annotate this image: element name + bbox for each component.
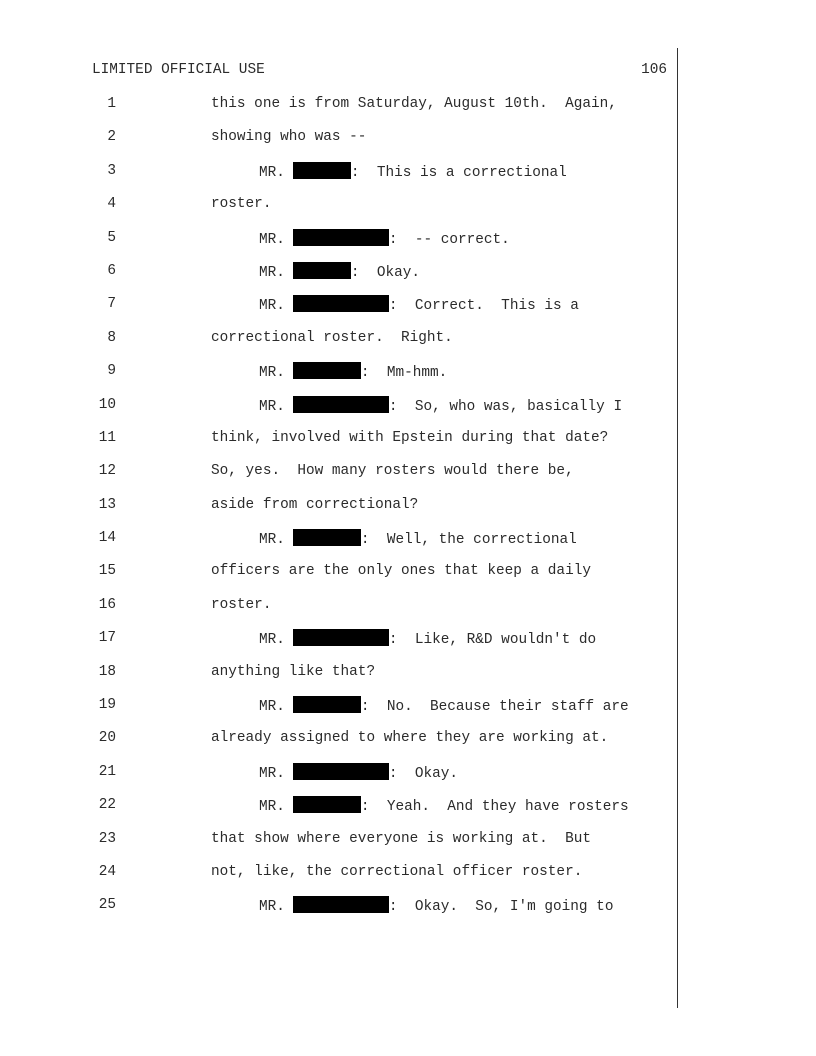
transcript-line (0, 729, 677, 762)
line-number: 25 (98, 897, 116, 914)
transcript-line (0, 896, 677, 929)
line-text (211, 95, 617, 113)
line-text (211, 830, 591, 848)
redaction-box (293, 696, 361, 713)
speaker-title: MR. (259, 632, 285, 649)
spoken-text: : Well, the correctional (360, 532, 577, 549)
line-number: 11 (98, 429, 116, 446)
transcript-line (0, 496, 677, 529)
speaker-line-text (259, 896, 613, 916)
spoken-text: : So, who was, basically I (388, 398, 623, 415)
transcript-line (0, 396, 677, 429)
spoken-text: already assigned to where they are working at. (211, 730, 609, 747)
speaker-title: MR. (259, 298, 285, 315)
speaker-title: MR. (259, 365, 285, 382)
speaker-line-text (259, 396, 622, 416)
line-text (211, 329, 453, 347)
line-number: 17 (98, 630, 116, 647)
line-number: 16 (98, 596, 116, 613)
redaction-box (293, 763, 389, 780)
transcript-line (0, 162, 677, 195)
transcript-line (0, 529, 677, 562)
line-number: 13 (98, 496, 116, 513)
transcript-line (0, 329, 677, 362)
line-number: 1 (107, 96, 116, 112)
spoken-text: : Like, R&D wouldn't do (388, 632, 597, 649)
speaker-title: MR. (259, 164, 285, 181)
line-number: 21 (98, 763, 116, 780)
page-number: 106 (641, 62, 667, 78)
line-number: 23 (98, 830, 116, 847)
redaction-box (293, 295, 389, 312)
transcript-line (0, 596, 677, 629)
transcript-line (0, 863, 677, 896)
line-number: 18 (98, 663, 116, 680)
spoken-text: : -- correct. (388, 231, 510, 248)
redaction-box (293, 629, 389, 646)
redaction-box (293, 262, 351, 279)
line-text (211, 863, 582, 881)
line-number: 3 (107, 162, 116, 179)
redaction-box (293, 396, 389, 413)
line-number: 2 (107, 129, 116, 146)
spoken-text: not, like, the correctional officer roster. (211, 863, 583, 880)
spoken-text: showing who was -- (211, 129, 367, 146)
spoken-text: this one is from Saturday, August 10th. Again, (211, 96, 617, 112)
redaction-box (293, 229, 389, 246)
line-text (211, 496, 418, 514)
spoken-text: : Correct. This is a (388, 298, 579, 315)
speaker-title: MR. (259, 765, 285, 782)
transcript-line (0, 796, 677, 829)
line-text (211, 462, 574, 480)
spoken-text: : Yeah. And they have rosters (360, 799, 629, 816)
transcript-line (0, 462, 677, 495)
transcript-line (0, 562, 677, 595)
spoken-text: : Okay. (350, 264, 421, 281)
speaker-title: MR. (259, 899, 285, 916)
speaker-line-text (259, 362, 447, 382)
transcript-line (0, 262, 677, 295)
transcript-line (0, 229, 677, 262)
speaker-line-text (259, 763, 458, 783)
speaker-title: MR. (259, 231, 285, 248)
speaker-title: MR. (259, 398, 285, 415)
spoken-text: aside from correctional? (211, 496, 419, 513)
spoken-text: correctional roster. Right. (211, 329, 453, 346)
spoken-text: : This is a correctional (350, 164, 567, 181)
spoken-text: officers are the only ones that keep a daily (211, 563, 591, 580)
line-number: 20 (98, 730, 116, 747)
right-margin-rule (677, 48, 678, 1008)
transcript-line (0, 429, 677, 462)
line-number: 6 (107, 262, 116, 279)
line-text (211, 429, 608, 447)
spoken-text: think, involved with Epstein during that date? (211, 429, 609, 446)
redaction-box (293, 796, 361, 813)
transcript-line (0, 629, 677, 662)
redaction-box (293, 162, 351, 179)
spoken-text: : No. Because their staff are (360, 699, 629, 716)
speaker-title: MR. (259, 799, 285, 816)
spoken-text: anything like that? (211, 663, 376, 680)
speaker-line-text (259, 529, 577, 549)
line-text (211, 596, 271, 614)
speaker-title: MR. (259, 699, 285, 716)
transcript-line (0, 362, 677, 395)
spoken-text: : Okay. (388, 765, 459, 782)
transcript-line (0, 295, 677, 328)
line-number: 5 (107, 229, 116, 246)
spoken-text: So, yes. How many rosters would there be, (211, 463, 574, 480)
speaker-line-text (259, 796, 629, 816)
speaker-line-text (259, 295, 579, 315)
transcript-lines (0, 95, 677, 930)
spoken-text: roster. (211, 596, 272, 613)
line-text (211, 128, 366, 146)
transcript-line (0, 696, 677, 729)
spoken-text: that show where everyone is working at. But (211, 830, 591, 847)
speaker-line-text (259, 262, 420, 282)
line-number: 12 (98, 463, 116, 480)
transcript-line (0, 830, 677, 863)
spoken-text: roster. (211, 196, 272, 213)
line-text (211, 562, 591, 580)
speaker-line-text (259, 162, 567, 182)
spoken-text: : Okay. So, I'm going to (388, 899, 614, 916)
speaker-title: MR. (259, 264, 285, 281)
line-text (211, 195, 271, 213)
classification-header: LIMITED OFFICIAL USE (92, 62, 265, 78)
line-number: 7 (107, 296, 116, 313)
transcript-line (0, 663, 677, 696)
redaction-box (293, 362, 361, 379)
redaction-box (293, 529, 361, 546)
line-text (211, 663, 375, 681)
line-number: 24 (98, 863, 116, 880)
line-number: 14 (98, 530, 116, 547)
speaker-line-text (259, 229, 510, 249)
speaker-line-text (259, 696, 629, 716)
transcript-line (0, 763, 677, 796)
transcript-line (0, 128, 677, 161)
spoken-text: : Mm-hmm. (360, 365, 448, 382)
line-number: 15 (98, 563, 116, 580)
line-number: 8 (107, 329, 116, 346)
line-number: 4 (107, 196, 116, 213)
line-text (211, 729, 608, 747)
line-number: 22 (98, 797, 116, 814)
redaction-box (293, 896, 389, 913)
transcript-line (0, 95, 677, 128)
speaker-title: MR. (259, 532, 285, 549)
transcript-line (0, 195, 677, 228)
line-number: 19 (98, 697, 116, 714)
line-number: 10 (98, 396, 116, 413)
speaker-line-text (259, 629, 596, 649)
line-number: 9 (107, 363, 116, 380)
